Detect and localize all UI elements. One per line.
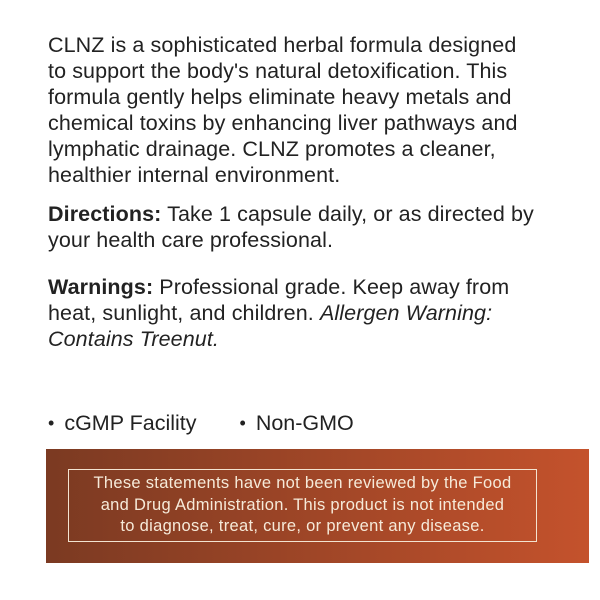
description-line: healthier internal environment. bbox=[48, 163, 341, 187]
directions-label: Directions: bbox=[48, 202, 162, 226]
warnings-text: Professional grade. Keep away from bbox=[153, 275, 510, 299]
feature-label: Non-GMO bbox=[255, 411, 354, 435]
description-line: CLNZ is a sophisticated herbal formula designed bbox=[48, 33, 517, 57]
disclaimer-frame bbox=[68, 469, 537, 542]
description-line: formula gently helps eliminate heavy metals and bbox=[48, 85, 512, 109]
feature-label: cGMP Facility bbox=[64, 411, 197, 435]
warnings-text: heat, sunlight, and children. bbox=[48, 301, 320, 325]
description-line: chemical toxins by enhancing liver pathways and bbox=[48, 111, 518, 135]
bullet-icon: • bbox=[239, 413, 246, 433]
directions-text: Take 1 capsule daily, or as directed by bbox=[161, 202, 534, 226]
warnings-line bbox=[48, 326, 509, 352]
disclaimer-line: These statements have not been reviewed by the Food bbox=[93, 474, 512, 493]
bullet-icon: • bbox=[48, 413, 55, 433]
warnings-line bbox=[48, 300, 509, 326]
disclaimer-line: and Drug Administration. This product is not intended bbox=[100, 495, 505, 514]
disclaimer-line: to diagnose, treat, cure, or prevent any disease. bbox=[120, 517, 485, 536]
warnings-section bbox=[48, 274, 509, 352]
directions-section bbox=[48, 201, 534, 253]
fda-disclaimer-band bbox=[46, 449, 589, 563]
directions-line: your health care professional. bbox=[48, 228, 334, 252]
warnings-label: Warnings: bbox=[48, 275, 154, 299]
allergen-warning-text: Contains Treenut. bbox=[48, 327, 220, 351]
allergen-warning-text: Allergen Warning: bbox=[319, 301, 493, 325]
feature-bullets bbox=[48, 410, 354, 436]
description-line: to support the body's natural detoxification. This bbox=[48, 59, 508, 83]
warnings-line bbox=[48, 274, 509, 300]
feature-cgmp-facility bbox=[48, 410, 197, 436]
description-line: lymphatic drainage. CLNZ promotes a cleaner, bbox=[48, 137, 496, 161]
product-description bbox=[48, 32, 518, 188]
directions-line bbox=[48, 201, 534, 227]
feature-non-gmo bbox=[240, 410, 354, 436]
